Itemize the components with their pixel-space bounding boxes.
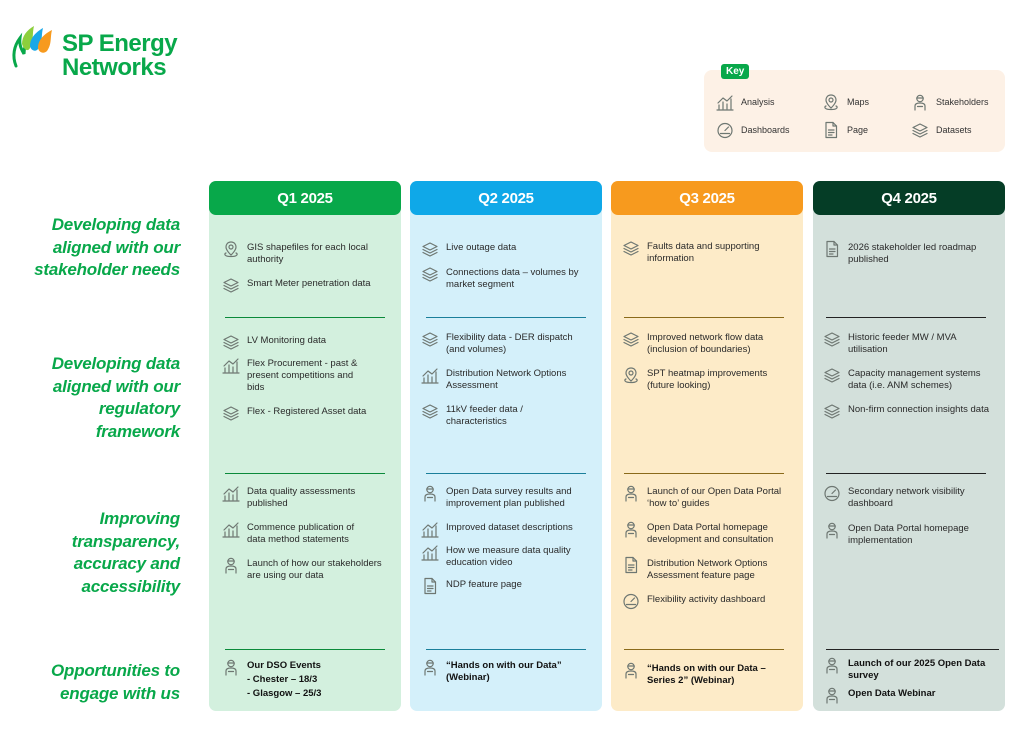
key-item-datasets	[911, 121, 972, 139]
item-text: Flexibility activity dashboard	[647, 594, 766, 605]
datasets-icon	[222, 276, 240, 294]
roadmap-item	[421, 368, 586, 392]
row-divider	[225, 473, 385, 474]
roadmap-item	[622, 332, 787, 356]
roadmap-item	[823, 523, 988, 547]
sp-energy-networks-logo	[10, 24, 210, 86]
column-header-q3: Q3 2025	[611, 181, 803, 215]
datasets-icon	[222, 404, 240, 422]
roadmap-item	[622, 241, 787, 265]
item-text: “Hands on with our Data” (Webinar)	[446, 660, 562, 683]
logo-flames-icon	[10, 24, 58, 68]
roadmap-item	[823, 658, 998, 682]
item-text: Secondary network visibility dashboard	[848, 486, 965, 509]
roadmap-subitem	[247, 688, 387, 700]
item-text: Launch of our 2025 Open Data survey	[848, 658, 986, 681]
item-text: Capacity management systems data (i.e. ANM schemes)	[848, 368, 981, 391]
item-text: Improved dataset descriptions	[446, 522, 573, 533]
datasets-icon	[421, 330, 439, 348]
stakeholders-icon	[622, 661, 640, 679]
datasets-icon	[421, 265, 439, 283]
row-divider	[426, 473, 586, 474]
key-label: Datasets	[936, 125, 972, 135]
item-text: Live outage data	[446, 242, 517, 253]
column-q2-2025	[410, 181, 602, 711]
item-text: Open Data Webinar	[848, 688, 936, 699]
roadmap-item	[421, 332, 586, 356]
key-label: Stakeholders	[936, 97, 989, 107]
item-text: Our DSO Events	[247, 660, 321, 671]
datasets-icon	[222, 333, 240, 351]
stakeholders-icon	[222, 658, 240, 676]
roadmap-subitem	[247, 674, 387, 686]
stakeholders-icon	[911, 93, 929, 111]
item-text: Historic feeder MW / MVA utilisation	[848, 332, 957, 355]
analysis-icon	[222, 356, 240, 374]
roadmap-item	[622, 522, 787, 546]
column-q3-2025	[611, 181, 803, 711]
row-divider	[826, 317, 986, 318]
item-text: Open Data Portal homepage implementation	[848, 523, 969, 546]
roadmap-item	[622, 663, 787, 687]
page-icon	[823, 240, 841, 258]
stakeholders-icon	[421, 658, 439, 676]
row-divider	[826, 473, 986, 474]
analysis-icon	[421, 543, 439, 561]
roadmap-item	[823, 486, 988, 510]
datasets-icon	[622, 330, 640, 348]
row-divider	[426, 649, 586, 650]
item-text: Non-firm connection insights data	[848, 404, 989, 415]
row-divider	[225, 649, 385, 650]
item-text: Faults data and supporting information	[647, 241, 760, 264]
datasets-icon	[421, 402, 439, 420]
item-text: Open Data survey results and improvement plan published	[446, 486, 572, 509]
roadmap-item	[823, 368, 988, 392]
roadmap-item	[622, 558, 787, 582]
item-text: NDP feature page	[446, 579, 522, 590]
item-text: SPT heatmap improvements (future looking)	[647, 368, 768, 391]
stakeholders-icon	[823, 686, 841, 704]
item-text: - Chester – 18/3	[247, 674, 318, 685]
column-q4-2025	[813, 181, 1005, 711]
item-text: Launch of how our stakeholders are using our data	[247, 558, 382, 581]
roadmap-item	[421, 404, 586, 428]
maps-icon	[622, 366, 640, 384]
item-text: - Glasgow – 25/3	[247, 688, 322, 699]
key-item-stakeholders	[911, 93, 989, 111]
item-text: Connections data – volumes by market segment	[446, 267, 579, 290]
row-label-transparency: Improving transparency, accuracy and accessibility	[71, 509, 180, 596]
item-text: LV Monitoring data	[247, 335, 327, 346]
item-text: Commence publication of data method statements	[247, 522, 355, 545]
item-text: “Hands on with our Data – Series 2” (Webinar)	[647, 663, 766, 686]
datasets-icon	[622, 239, 640, 257]
item-text: Open Data Portal homepage development and consultation	[647, 522, 774, 545]
key-label: Dashboards	[741, 125, 790, 135]
key-title: Key	[721, 64, 749, 79]
column-q1-2025	[209, 181, 401, 711]
item-text: Smart Meter penetration data	[247, 278, 371, 289]
item-text: Distribution Network Options Assessment	[446, 368, 567, 391]
roadmap-item	[222, 522, 365, 546]
row-label-stakeholder-needs: Developing data aligned with our stakeholder needs	[34, 215, 180, 279]
stakeholders-icon	[421, 484, 439, 502]
roadmap-item	[222, 278, 387, 294]
key-item-analysis	[716, 93, 775, 111]
item-text: Distribution Network Options Assessment feature page	[647, 558, 768, 581]
dashboards-icon	[823, 484, 841, 502]
roadmap-item	[823, 242, 988, 266]
roadmap-item	[222, 242, 387, 266]
row-label-engage: Opportunities to engage with us	[50, 661, 180, 703]
roadmap-item	[622, 368, 787, 392]
datasets-icon	[421, 240, 439, 258]
page-icon	[421, 577, 439, 595]
key-label: Analysis	[741, 97, 775, 107]
row-divider	[624, 317, 784, 318]
roadmap-item	[222, 406, 387, 422]
roadmap-item	[823, 688, 988, 704]
item-text: GIS shapefiles for each local authority	[247, 242, 368, 265]
roadmap-item	[222, 486, 365, 510]
roadmap-item	[421, 486, 586, 510]
roadmap-item	[222, 358, 365, 394]
key-item-page	[822, 121, 868, 139]
dashboards-icon	[622, 592, 640, 610]
analysis-icon	[222, 484, 240, 502]
roadmap-item	[823, 332, 988, 356]
stakeholders-icon	[823, 521, 841, 539]
stakeholders-icon	[622, 520, 640, 538]
item-text: Flex Procurement - past & present competitions and bids	[247, 358, 358, 393]
roadmap-item	[222, 335, 387, 351]
logo-line-1: SP Energy	[62, 30, 178, 57]
row-divider	[624, 649, 784, 650]
legend-key	[704, 66, 1005, 152]
item-text: Launch of our Open Data Portal ‘how to’ guides	[647, 486, 782, 509]
datasets-icon	[823, 402, 841, 420]
analysis-icon	[222, 520, 240, 538]
column-header-q2: Q2 2025	[410, 181, 602, 215]
row-divider	[426, 317, 586, 318]
item-text: Improved network flow data (inclusion of boundaries)	[647, 332, 764, 355]
page-icon	[822, 121, 840, 139]
logo-line-2: Networks	[62, 54, 167, 81]
dashboards-icon	[716, 121, 734, 139]
column-header-q4: Q4 2025	[813, 181, 1005, 215]
stakeholders-icon	[222, 556, 240, 574]
row-divider	[225, 317, 385, 318]
roadmap-item	[421, 242, 586, 258]
stakeholders-icon	[823, 656, 841, 674]
key-label: Page	[847, 125, 869, 135]
row-divider	[826, 649, 999, 650]
stakeholders-icon	[622, 484, 640, 502]
roadmap-item	[421, 579, 586, 595]
roadmap-item	[823, 404, 998, 420]
item-text: Flex - Registered Asset data	[247, 406, 367, 417]
item-text: 2026 stakeholder led roadmap published	[848, 242, 977, 265]
roadmap-item	[421, 522, 586, 538]
item-text: How we measure data quality education video	[446, 545, 571, 568]
datasets-icon	[823, 330, 841, 348]
roadmap-item	[421, 545, 586, 569]
column-header-q1: Q1 2025	[209, 181, 401, 215]
roadmap-item	[622, 594, 787, 610]
page-icon	[622, 556, 640, 574]
key-item-dashboards	[716, 121, 790, 139]
roadmap-item	[421, 267, 586, 291]
datasets-icon	[823, 366, 841, 384]
maps-icon	[222, 240, 240, 258]
maps-icon	[822, 93, 840, 111]
item-text: Flexibility data - DER dispatch (and volumes)	[446, 332, 573, 355]
datasets-icon	[911, 121, 929, 139]
analysis-icon	[421, 520, 439, 538]
row-label-regulatory-framework: Developing data aligned with our regulatory framework	[51, 354, 180, 441]
row-divider	[624, 473, 784, 474]
key-item-maps	[822, 93, 869, 111]
analysis-icon	[421, 366, 439, 384]
analysis-icon	[716, 93, 734, 111]
key-label: Maps	[847, 97, 870, 107]
roadmap-item	[622, 486, 787, 510]
item-text: Data quality assessments published	[247, 486, 356, 509]
roadmap-item	[421, 660, 566, 684]
item-text: 11kV feeder data / characteristics	[446, 404, 523, 427]
roadmap-item	[222, 558, 387, 582]
